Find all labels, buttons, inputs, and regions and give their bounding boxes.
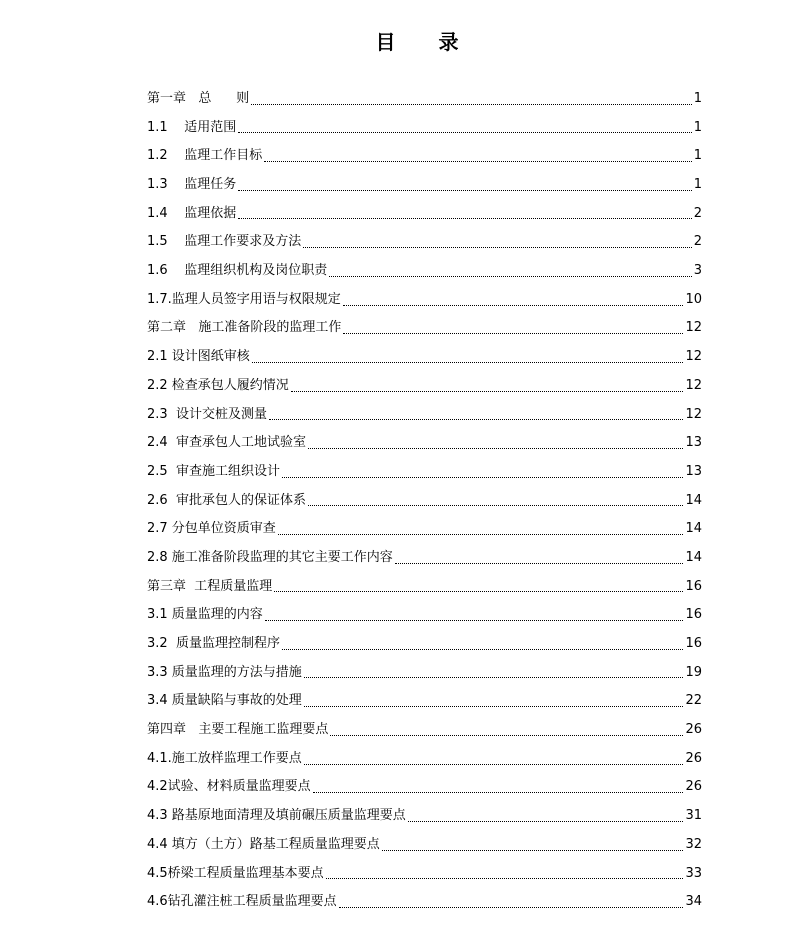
toc-dot-leader	[252, 361, 684, 363]
toc-entry-page-number: 14	[685, 549, 702, 565]
toc-entry-label: 4.3 路基原地面清理及填前碾压质量监理要点	[147, 808, 406, 824]
toc-entry[interactable]	[147, 573, 702, 602]
toc-dot-leader	[238, 189, 692, 191]
toc-entry[interactable]	[147, 142, 702, 171]
toc-entry-label: 4.5桥梁工程质量监理基本要点	[147, 865, 324, 881]
toc-entry[interactable]	[147, 860, 702, 889]
toc-entry-label: 1.3 监理任务	[147, 177, 237, 193]
toc-entry-page-number: 31	[685, 808, 702, 824]
toc-entry-label: 2.6 审批承包人的保证体系	[147, 492, 306, 508]
toc-entry[interactable]	[147, 458, 702, 487]
toc-entry-page-number: 1	[693, 119, 702, 135]
toc-entry-page-number: 1	[693, 177, 702, 193]
toc-dot-leader	[251, 103, 692, 105]
toc-entry-label: 1.1 适用范围	[147, 119, 237, 135]
toc-entry[interactable]	[147, 774, 702, 803]
toc-entry-page-number: 33	[685, 865, 702, 881]
toc-entry-page-number: 1	[693, 148, 702, 164]
toc-dot-leader	[291, 390, 684, 392]
toc-entry[interactable]	[147, 716, 702, 745]
toc-dot-leader	[308, 447, 684, 449]
toc-dot-leader	[313, 791, 684, 793]
toc-dot-leader	[278, 533, 684, 535]
toc-entry[interactable]	[147, 286, 702, 315]
toc-entry-page-number: 13	[685, 435, 702, 451]
toc-entry-label: 1.6 监理组织机构及岗位职责	[147, 263, 328, 279]
toc-entry-label: 2.4 审查承包人工地试验室	[147, 435, 306, 451]
toc-entry-label: 4.2试验、材料质量监理要点	[147, 779, 311, 795]
toc-entry-label: 第三章 工程质量监理	[147, 578, 273, 594]
toc-entry-page-number: 12	[685, 377, 702, 393]
toc-dot-leader	[274, 590, 683, 592]
toc-dot-leader	[265, 619, 684, 621]
toc-entry-page-number: 2	[693, 234, 702, 250]
toc-entry[interactable]	[147, 343, 702, 372]
toc-entry[interactable]	[147, 487, 702, 516]
toc-entry-label: 1.7.监理人员签字用语与权限规定	[147, 291, 341, 307]
toc-entry-label: 2.3 设计交桩及测量	[147, 406, 267, 422]
toc-entry[interactable]	[147, 257, 702, 286]
toc-entry-label: 4.1.施工放样监理工作要点	[147, 750, 302, 766]
table-of-contents	[147, 85, 702, 917]
toc-entry[interactable]	[147, 85, 702, 114]
toc-entry-page-number: 32	[685, 836, 702, 852]
toc-entry-page-number: 19	[685, 664, 702, 680]
toc-entry-page-number: 34	[685, 894, 702, 910]
toc-entry-label: 2.8 施工准备阶段监理的其它主要工作内容	[147, 549, 393, 565]
toc-dot-leader	[339, 906, 684, 908]
toc-entry-page-number: 12	[685, 406, 702, 422]
toc-entry[interactable]	[147, 114, 702, 143]
toc-dot-leader	[329, 275, 692, 277]
toc-dot-leader	[269, 418, 684, 420]
toc-entry[interactable]	[147, 745, 702, 774]
toc-dot-leader	[238, 217, 692, 219]
toc-dot-leader	[304, 763, 684, 765]
toc-entry-page-number: 22	[685, 693, 702, 709]
toc-entry[interactable]	[147, 831, 702, 860]
toc-entry[interactable]	[147, 515, 702, 544]
toc-entry[interactable]	[147, 802, 702, 831]
toc-entry-label: 1.5 监理工作要求及方法	[147, 234, 302, 250]
toc-entry-page-number: 2	[693, 205, 702, 221]
toc-entry[interactable]	[147, 401, 702, 430]
toc-entry-label: 第一章 总 则	[147, 90, 250, 106]
toc-entry[interactable]	[147, 200, 702, 229]
toc-entry-label: 3.2 质量监理控制程序	[147, 636, 280, 652]
toc-entry-label: 4.4 填方（土方）路基工程质量监理要点	[147, 836, 380, 852]
toc-entry-label: 1.2 监理工作目标	[147, 148, 263, 164]
toc-dot-leader	[282, 648, 684, 650]
toc-entry[interactable]	[147, 228, 702, 257]
toc-entry-label: 2.1 设计图纸审核	[147, 349, 250, 365]
toc-entry[interactable]	[147, 171, 702, 200]
toc-dot-leader	[282, 476, 684, 478]
toc-entry-page-number: 26	[685, 722, 702, 738]
toc-dot-leader	[264, 160, 692, 162]
toc-dot-leader	[304, 705, 684, 707]
toc-entry[interactable]	[147, 601, 702, 630]
toc-entry[interactable]	[147, 630, 702, 659]
toc-entry-label: 2.5 审查施工组织设计	[147, 463, 280, 479]
toc-entry[interactable]	[147, 372, 702, 401]
toc-dot-leader	[395, 562, 684, 564]
toc-entry[interactable]	[147, 888, 702, 917]
toc-entry-label: 1.4 监理依据	[147, 205, 237, 221]
toc-entry[interactable]	[147, 544, 702, 573]
toc-entry-label: 第四章 主要工程施工监理要点	[147, 722, 329, 738]
toc-entry-page-number: 16	[685, 578, 702, 594]
toc-dot-leader	[326, 877, 684, 879]
toc-entry-label: 3.4 质量缺陷与事故的处理	[147, 693, 302, 709]
toc-dot-leader	[330, 734, 683, 736]
toc-dot-leader	[343, 304, 684, 306]
toc-entry-page-number: 1	[693, 90, 702, 106]
toc-entry[interactable]	[147, 429, 702, 458]
toc-dot-leader	[382, 849, 684, 851]
toc-entry-page-number: 10	[685, 291, 702, 307]
toc-dot-leader	[408, 820, 684, 822]
toc-dot-leader	[238, 131, 692, 133]
toc-entry[interactable]	[147, 315, 702, 344]
page-title: 目 录	[375, 30, 477, 54]
toc-entry-page-number: 14	[685, 492, 702, 508]
toc-entry[interactable]	[147, 687, 702, 716]
toc-dot-leader	[308, 504, 684, 506]
toc-entry-label: 4.6钻孔灌注桩工程质量监理要点	[147, 894, 337, 910]
toc-entry-page-number: 26	[685, 779, 702, 795]
toc-dot-leader	[343, 332, 683, 334]
toc-entry-page-number: 13	[685, 463, 702, 479]
toc-entry-page-number: 26	[685, 750, 702, 766]
toc-entry-page-number: 16	[685, 636, 702, 652]
toc-entry-label: 第二章 施工准备阶段的监理工作	[147, 320, 342, 336]
toc-entry-label: 3.3 质量监理的方法与措施	[147, 664, 302, 680]
toc-dot-leader	[303, 246, 692, 248]
toc-entry-page-number: 12	[685, 320, 702, 336]
toc-entry-page-number: 12	[685, 349, 702, 365]
toc-dot-leader	[304, 676, 684, 678]
toc-entry-page-number: 3	[693, 263, 702, 279]
toc-entry-label: 3.1 质量监理的内容	[147, 607, 263, 623]
toc-entry-label: 2.2 检查承包人履约情况	[147, 377, 289, 393]
toc-entry-label: 2.7 分包单位资质审查	[147, 521, 276, 537]
toc-entry-page-number: 16	[685, 607, 702, 623]
toc-entry[interactable]	[147, 659, 702, 688]
toc-entry-page-number: 14	[685, 521, 702, 537]
